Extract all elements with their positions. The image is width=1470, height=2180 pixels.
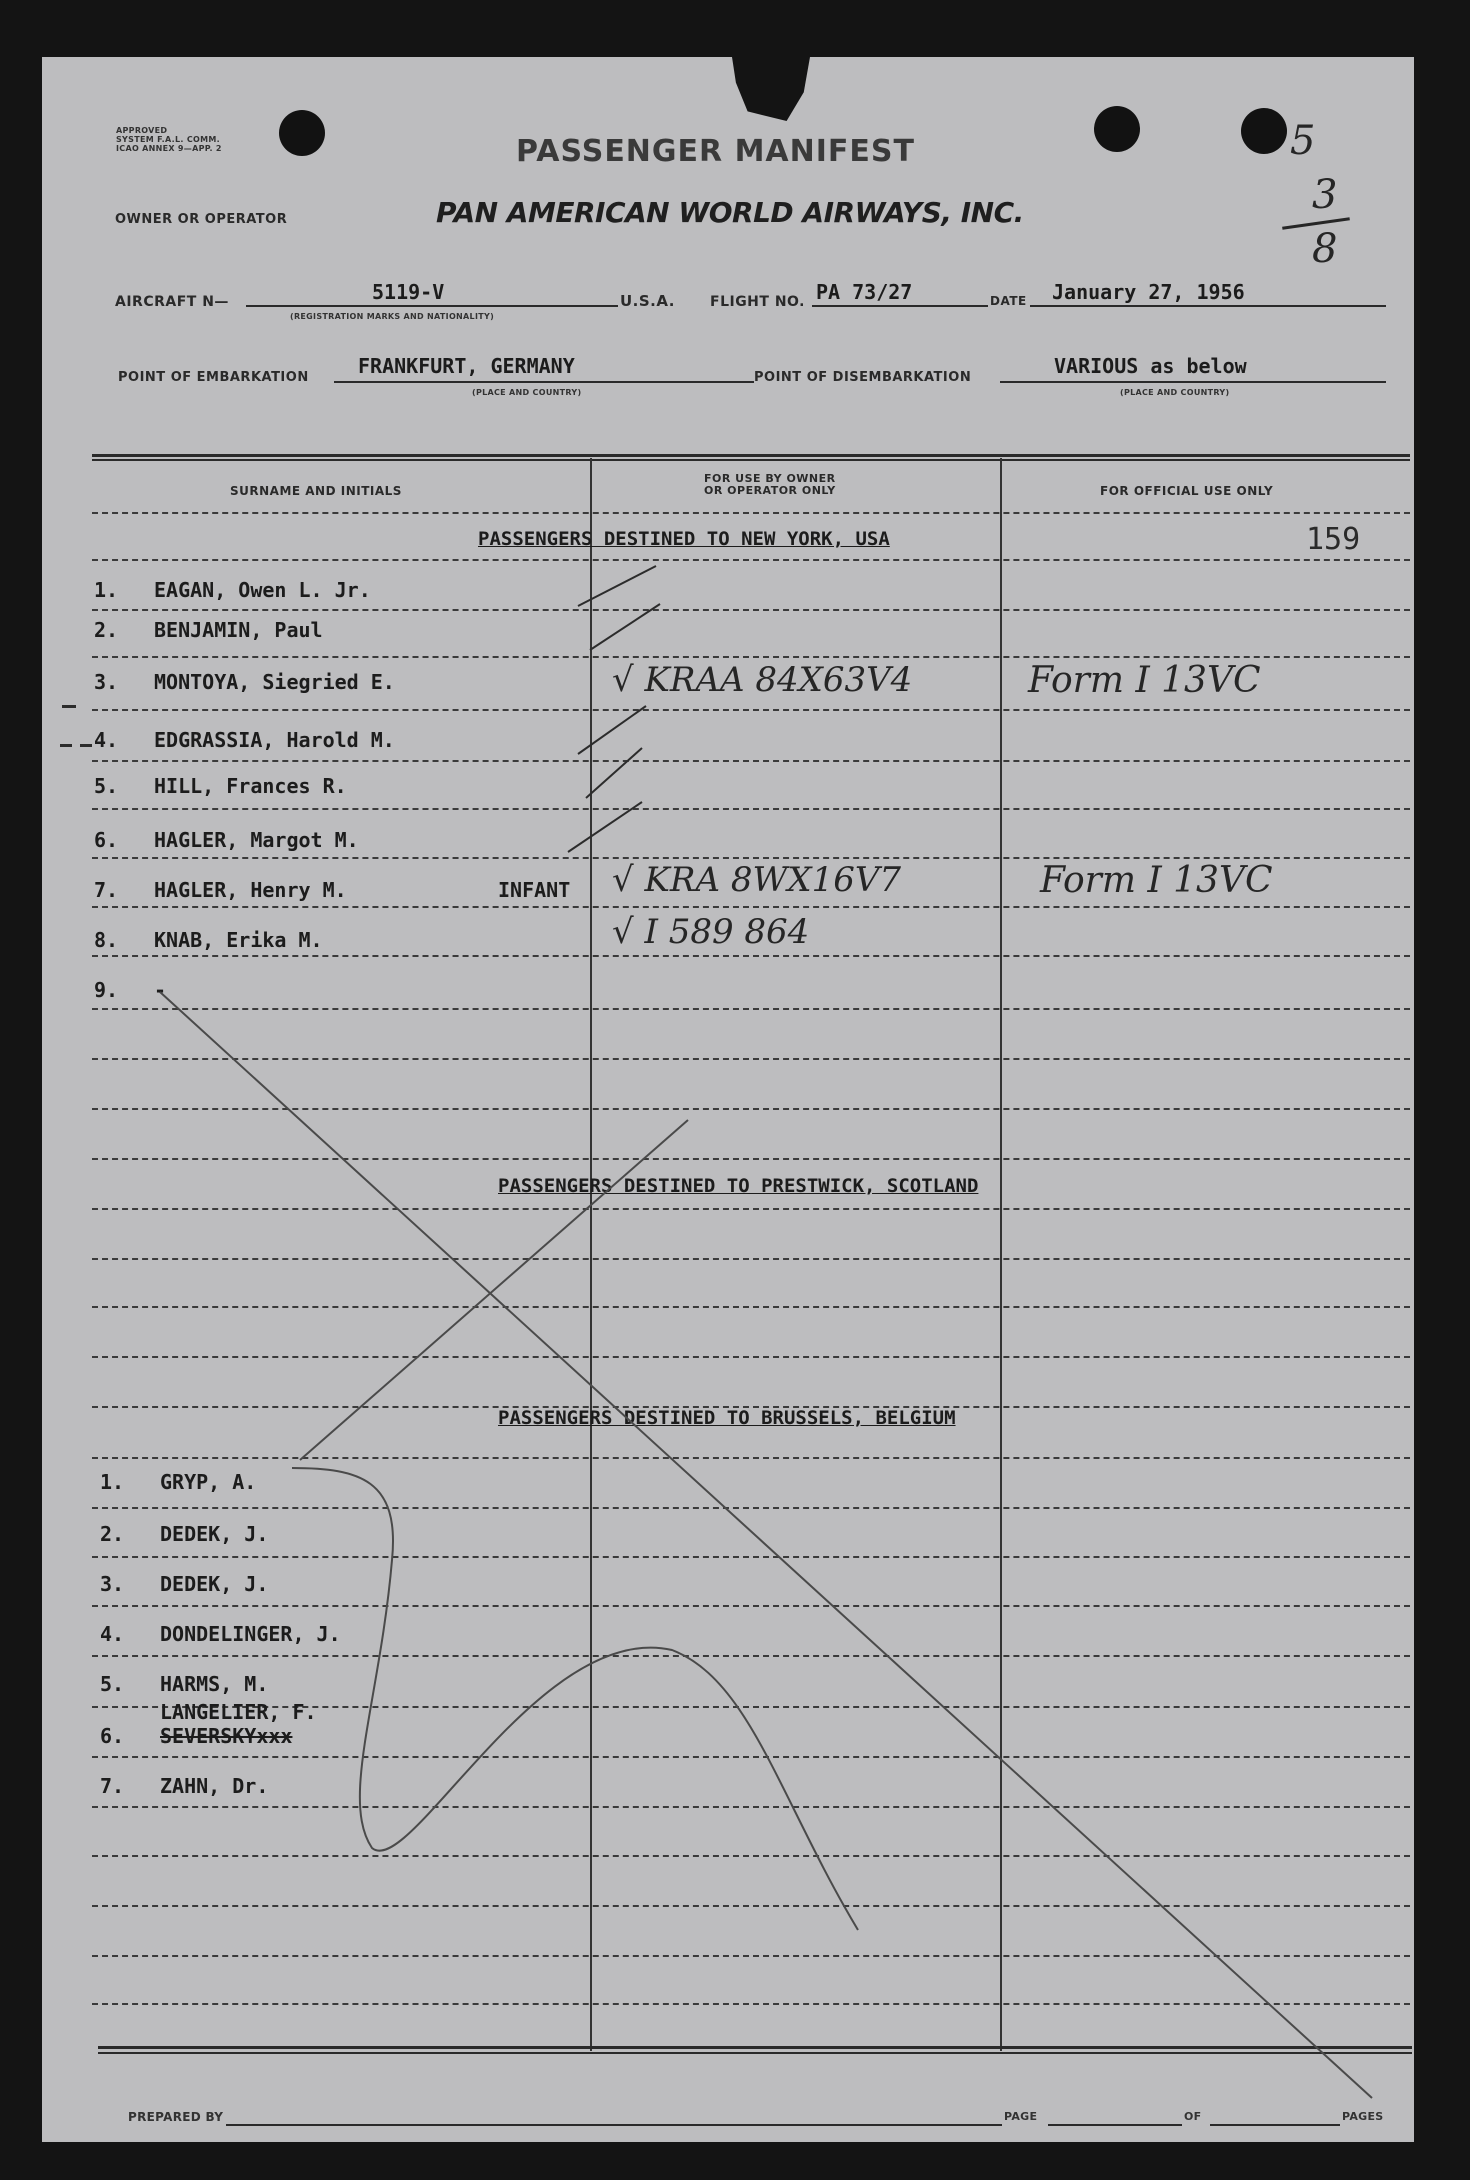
scribble-line — [292, 1468, 858, 1930]
country-label: U.S.A. — [620, 292, 675, 310]
list-item-number: 5. — [94, 774, 119, 798]
owner-label: OWNER OR OPERATOR — [115, 212, 288, 227]
of-underline — [1210, 2124, 1340, 2126]
passenger-name: EAGAN, Owen L. Jr. — [154, 578, 371, 602]
page-label: PAGE — [1004, 2110, 1038, 2123]
passenger-name: DEDEK, J. — [160, 1522, 269, 1546]
column-header-owner-2: OR OPERATOR ONLY — [704, 484, 836, 497]
official-note: Form I 13VC — [1028, 660, 1261, 701]
embark-label: POINT OF EMBARKATION — [118, 370, 309, 385]
disembark-label: POINT OF DISEMBARKATION — [754, 370, 972, 385]
list-item-number: 3. — [100, 1572, 125, 1596]
passenger-name: HAGLER, Margot M. — [154, 828, 359, 852]
date-label: DATE — [990, 294, 1027, 308]
margin-dash — [80, 744, 92, 747]
list-item-number: 8. — [94, 928, 119, 952]
owner-note: √ KRAA 84X63V4 — [612, 660, 913, 700]
list-item-number: 7. — [94, 878, 119, 902]
pages-label: PAGES — [1342, 2110, 1384, 2123]
section-brussels: PASSENGERS DESTINED TO BRUSSELS, BELGIUM — [498, 1407, 956, 1429]
disembark-caption: (PLACE AND COUNTRY) — [1120, 388, 1230, 397]
official-note: Form I 13VC — [1040, 860, 1273, 901]
of-label: OF — [1184, 2110, 1202, 2123]
list-item-number: 2. — [94, 618, 119, 642]
list-item-number: 7. — [100, 1774, 125, 1798]
section-prestwick: PASSENGERS DESTINED TO PRESTWICK, SCOTLAND — [498, 1175, 979, 1197]
aircraft-label: AIRCRAFT N— — [115, 294, 229, 310]
aircraft-value: 5119-V — [372, 280, 445, 304]
tick-mark — [568, 802, 642, 852]
page-mark-top: 5 — [1290, 118, 1316, 164]
page-mark-mid: 3 — [1312, 172, 1338, 218]
owner-note: √ I 589 864 — [612, 912, 810, 952]
list-item-number: 9. — [94, 978, 119, 1002]
embark-value: FRANKFURT, GERMANY — [358, 354, 575, 378]
flight-value: PA 73/27 — [816, 280, 913, 304]
margin-dash — [60, 744, 72, 747]
struck-name: SEVERSKYxxx — [160, 1724, 293, 1748]
list-item-number: 3. — [94, 670, 119, 694]
passenger-name: KNAB, Erika M. — [154, 928, 323, 952]
passenger-name: GRYP, A. — [160, 1470, 257, 1494]
column-header-owner-1: FOR USE BY OWNER — [704, 472, 836, 485]
passenger-tag: INFANT — [498, 878, 571, 902]
approval-note: APPROVED SYSTEM F.A.L. COMM. ICAO ANNEX 9—APP. 2 — [116, 126, 222, 153]
passenger-name: ZAHN, Dr. — [160, 1774, 269, 1798]
passenger-name: HAGLER, Henry M. — [154, 878, 347, 902]
list-item-number: 6. — [94, 828, 119, 852]
date-value: January 27, 1956 — [1052, 280, 1245, 304]
column-header-surname: SURNAME AND INITIALS — [230, 484, 402, 498]
embark-caption: (PLACE AND COUNTRY) — [472, 388, 582, 397]
passenger-name: EDGRASSIA, Harold M. — [154, 728, 395, 752]
passenger-name: DONDELINGER, J. — [160, 1622, 341, 1646]
owner-note: √ KRA 8WX16V7 — [612, 860, 902, 900]
list-item-number: 4. — [94, 728, 119, 752]
owner-name: PAN AMERICAN WORLD AIRWAYS, INC. — [436, 196, 1024, 229]
passenger-name: MONTOYA, Siegried E. — [154, 670, 395, 694]
column-header-official: FOR OFFICIAL USE ONLY — [1100, 484, 1274, 498]
disembark-value: VARIOUS as below — [1054, 354, 1247, 378]
page-title: PASSENGER MANIFEST — [516, 134, 915, 169]
tick-mark — [590, 604, 660, 650]
list-item-number: 5. — [100, 1672, 125, 1696]
list-item-number: 1. — [100, 1470, 125, 1494]
aircraft-caption: (REGISTRATION MARKS AND NATIONALITY) — [290, 312, 495, 321]
tick-mark — [578, 566, 656, 606]
tick-mark — [586, 748, 642, 798]
section-new-york: PASSENGERS DESTINED TO NEW YORK, USA — [478, 528, 890, 550]
margin-dash — [62, 705, 76, 708]
list-item-number: 6. — [100, 1724, 125, 1748]
strike-through-line — [300, 1120, 688, 1460]
new-york-count: 159 — [1306, 522, 1361, 557]
strike-through-line — [160, 992, 1372, 2098]
page-underline — [1048, 2124, 1182, 2126]
passenger-name: DEDEK, J. — [160, 1572, 269, 1596]
list-item-number: 1. — [94, 578, 119, 602]
passenger-name: HILL, Frances R. — [154, 774, 347, 798]
passenger-name: LANGELIER, F. — [160, 1700, 317, 1724]
list-item-number: 2. — [100, 1522, 125, 1546]
flight-label: FLIGHT NO. — [710, 294, 805, 310]
page-mark-bottom: 8 — [1312, 226, 1338, 272]
tick-mark — [578, 706, 646, 754]
passenger-name: - — [154, 978, 167, 1002]
prepared-underline — [226, 2124, 1002, 2126]
passenger-name: BENJAMIN, Paul — [154, 618, 323, 642]
list-item-number: 4. — [100, 1622, 125, 1646]
prepared-label: PREPARED BY — [128, 2110, 224, 2124]
passenger-name: HARMS, M. — [160, 1672, 269, 1696]
